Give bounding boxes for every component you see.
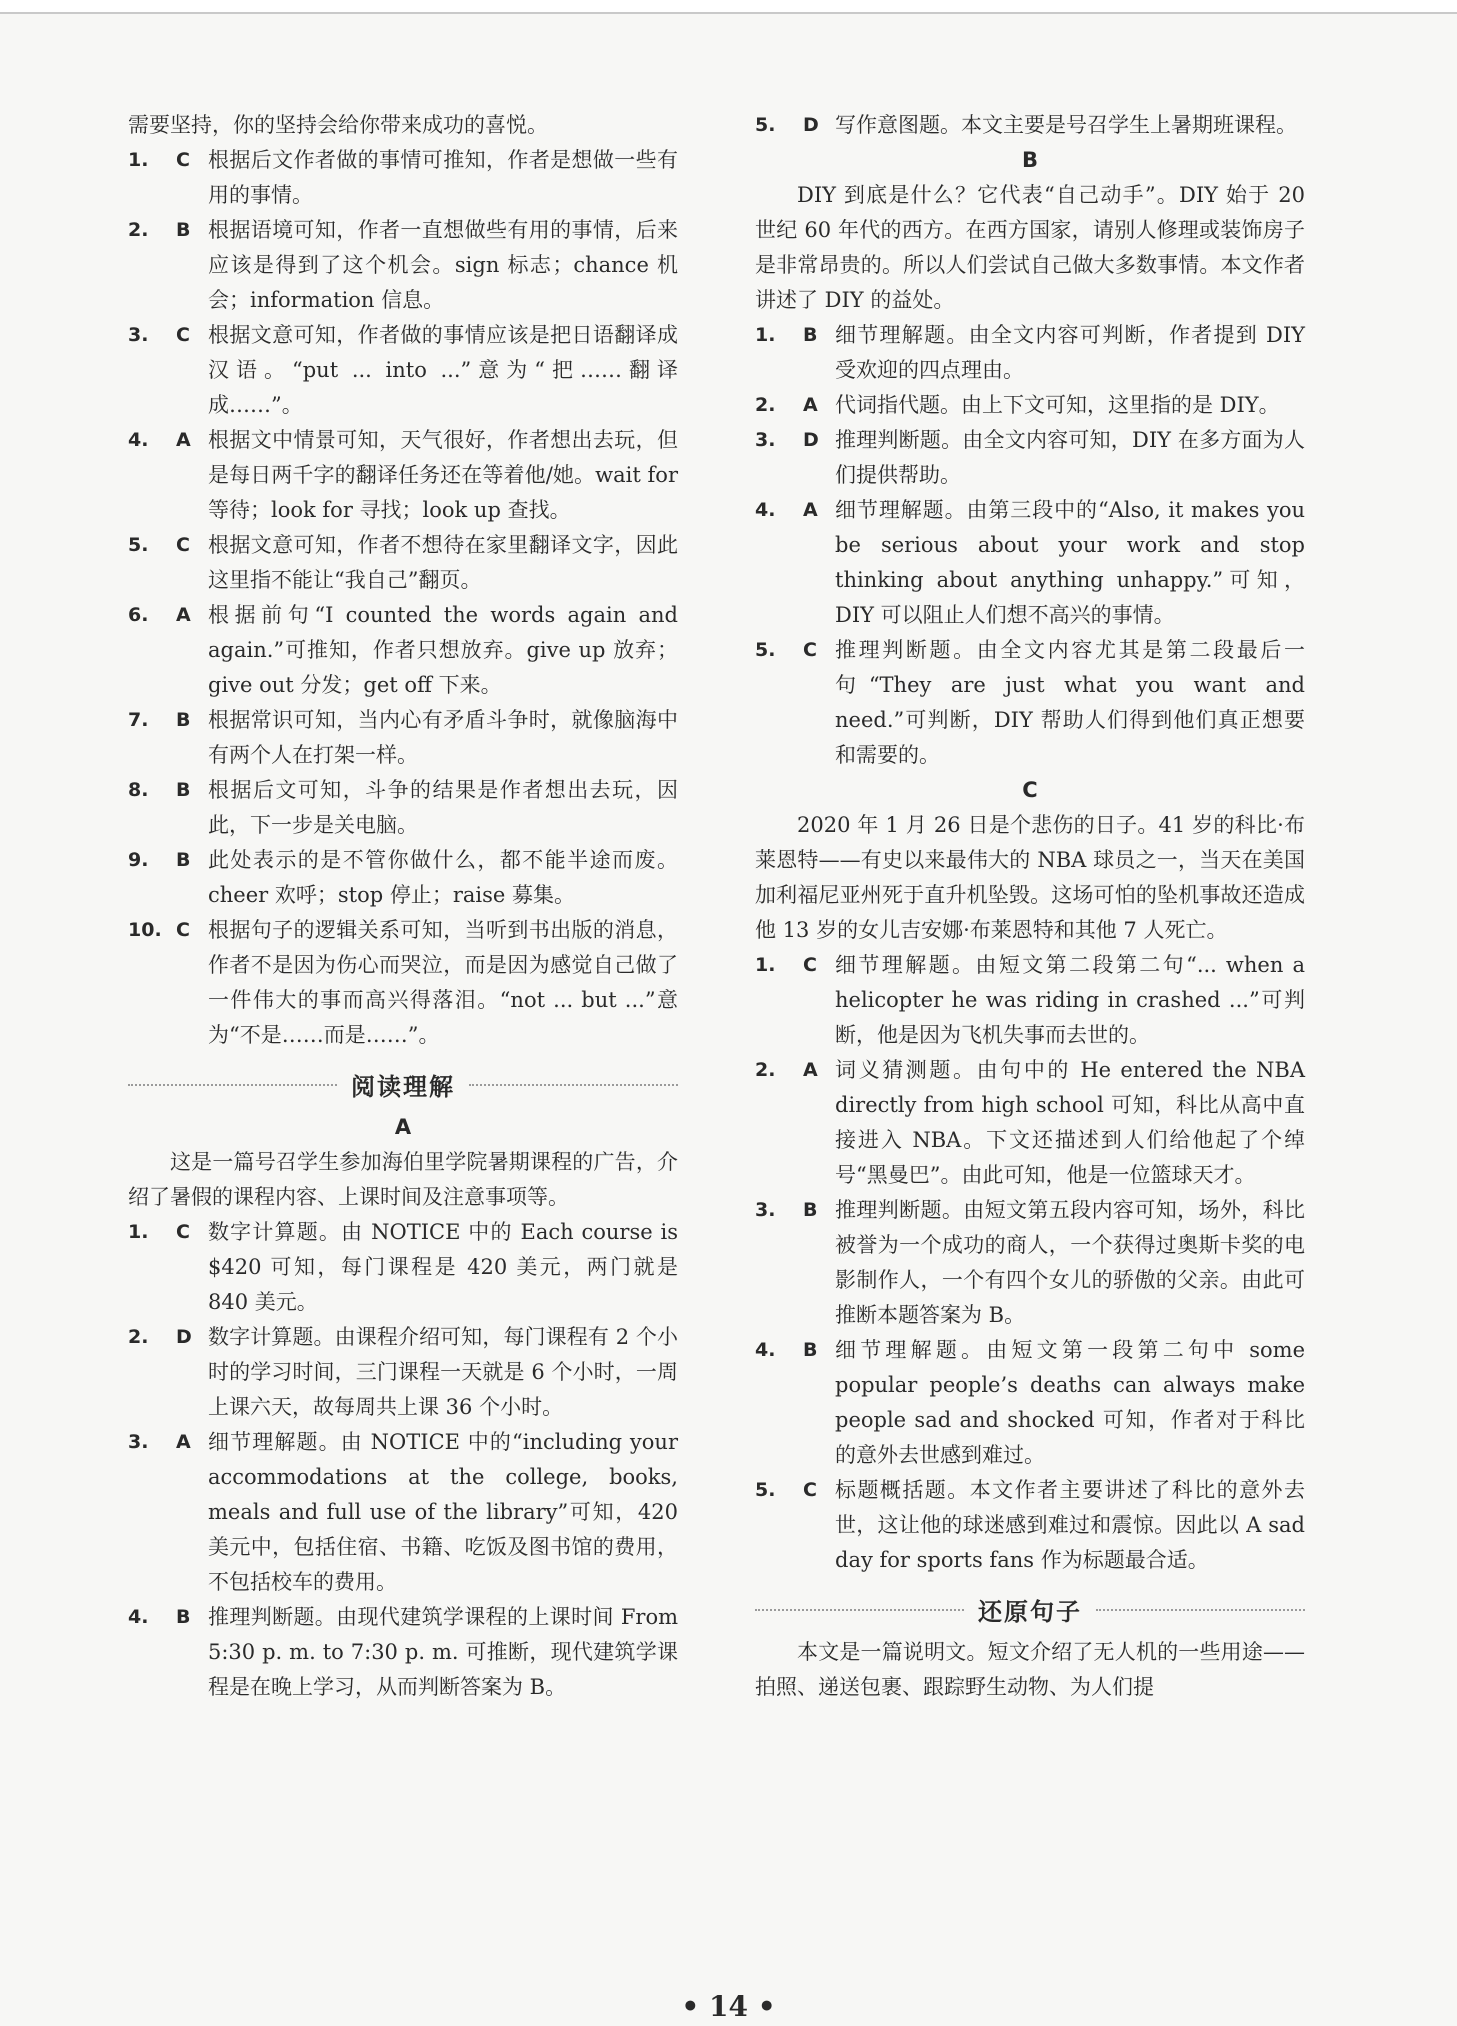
answer-item [755, 493, 1305, 633]
answer-item [128, 913, 678, 1053]
answer-item [128, 1320, 678, 1425]
answer-item [128, 213, 678, 318]
item-answer: A [803, 1059, 818, 1081]
item-answer: B [176, 219, 191, 241]
item-explanation: 数字计算题。由 NOTICE 中的 Each course is $420 可知，每门课程是 420 美元，两门就是 840 美元。 [208, 1220, 678, 1314]
item-explanation: 细节理解题。由全文内容可判断，作者提到 DIY 受欢迎的四点理由。 [835, 323, 1305, 382]
answer-item [755, 1193, 1305, 1333]
right-column [755, 108, 1305, 1705]
item-answer: B [176, 779, 191, 801]
item-answer: C [176, 1221, 190, 1243]
item-number: 3. [128, 1431, 149, 1453]
item-answer: D [176, 1326, 192, 1348]
section-header-reading [128, 1067, 678, 1102]
item-answer: B [803, 1199, 818, 1221]
item-number: 1. [128, 149, 149, 171]
passage-b-answer-list [755, 318, 1305, 773]
item-number: 5. [755, 639, 776, 661]
item-explanation: 推理判断题。由全文内容可知，DIY 在多方面为人们提供帮助。 [835, 428, 1305, 487]
cloze-answer-list [128, 143, 678, 1053]
item-explanation: 词义猜测题。由句中的 He entered the NBA directly from high school 可知，科比从高中直接进入 NBA。下文还描述到人们给他起了个绰号“黑曼巴”。由此可知，他是一位篮球天才。 [835, 1058, 1305, 1187]
top-edge [0, 0, 1457, 14]
answer-item [128, 528, 678, 598]
item-number: 5. [755, 114, 776, 136]
item-answer: B [803, 1339, 818, 1361]
item-answer: C [803, 639, 817, 661]
item-answer: C [803, 954, 817, 976]
answer-item [755, 388, 1305, 423]
item-number: 4. [755, 1339, 776, 1361]
item-number: 10. [128, 919, 162, 941]
item-number: 4. [128, 429, 149, 451]
item-explanation: 推理判断题。由全文内容尤其是第二段最后一句“They are just what you want and need.”可判断，DIY 帮助人们得到他们真正想要和需要的。 [835, 638, 1305, 767]
item-answer: A [803, 394, 818, 416]
passage-a-label: A [394, 1115, 412, 1139]
item-explanation: 根据常识可知，当内心有矛盾斗争时，就像脑海中有两个人在打架一样。 [208, 708, 678, 767]
passage-c-label: C [1022, 778, 1038, 802]
item-explanation: 根据前句“I counted the words again and again.”可推知，作者只想放弃。give up 放弃；give out 分发；get off 下来。 [208, 603, 678, 697]
item-number: 8. [128, 779, 149, 801]
item-explanation: 代词指代题。由上下文可知，这里指的是 DIY。 [835, 393, 1280, 417]
item-explanation: 数字计算题。由课程介绍可知，每门课程有 2 个小时的学习时间，三门课程一天就是 6 个小时，一周上课六天，故每周共上课 36 个小时。 [208, 1325, 678, 1419]
item-number: 2. [128, 1326, 149, 1348]
answer-item [755, 1473, 1305, 1578]
answer-item [128, 143, 678, 213]
cloze-intro: 需要坚持，你的坚持会给你带来成功的喜悦。 [128, 113, 548, 137]
passage-b-label: B [1021, 148, 1038, 172]
item-answer: B [176, 709, 191, 731]
divider [1096, 1609, 1305, 1611]
item-number: 3. [755, 429, 776, 451]
item-answer: D [803, 429, 819, 451]
item-explanation: 根据后文可知，斗争的结果是作者想出去玩，因此，下一步是关电脑。 [208, 778, 678, 837]
divider [469, 1084, 678, 1086]
item-answer: B [176, 849, 191, 871]
answer-item [755, 1053, 1305, 1193]
restore-intro: 本文是一篇说明文。短文介绍了无人机的一些用途——拍照、递送包裹、跟踪野生动物、为人们提 [755, 1640, 1305, 1699]
item-explanation: 根据后文作者做的事情可推知，作者是想做一些有用的事情。 [208, 148, 678, 207]
answer-item [128, 318, 678, 423]
item-explanation: 写作意图题。本文主要是号召学生上暑期班课程。 [835, 113, 1297, 137]
item-explanation: 根据句子的逻辑关系可知，当听到书出版的消息，作者不是因为伤心而哭泣，而是因为感觉自己做了一件伟大的事而高兴得落泪。“not ... but ...”意为“不是……而是……”。 [208, 918, 678, 1047]
item-explanation: 根据语境可知，作者一直想做些有用的事情，后来应该是得到了这个机会。sign 标志；chance 机会；information 信息。 [208, 218, 678, 312]
item-number: 1. [755, 324, 776, 346]
answer-item [755, 318, 1305, 388]
item-explanation: 推理判断题。由短文第五段内容可知，场外，科比被誉为一个成功的商人，一个获得过奥斯卡奖的电影制作人，一个有四个女儿的骄傲的父亲。由此可推断本题答案为 B。 [835, 1198, 1305, 1327]
answer-item [755, 1333, 1305, 1473]
answer-item [128, 1215, 678, 1320]
item-explanation: 根据文意可知，作者不想待在家里翻译文字，因此这里指不能让“我自己”翻页。 [208, 533, 678, 592]
item-number: 4. [128, 1606, 149, 1628]
item-answer: B [176, 1606, 191, 1628]
item-answer: C [803, 1479, 817, 1501]
item-number: 3. [128, 324, 149, 346]
item-explanation: 推理判断题。由现代建筑学课程的上课时间 From 5:30 p. m. to 7:30 p. m. 可推断，现代建筑学课程是在晚上学习，从而判断答案为 B。 [208, 1605, 678, 1699]
item-number: 7. [128, 709, 149, 731]
item-explanation: 根据文意可知，作者做的事情应该是把日语翻译成汉语。“put ... into ...”意为“把……翻译成……”。 [208, 323, 678, 417]
item-number: 2. [755, 1059, 776, 1081]
item-explanation: 根据文中情景可知，天气很好，作者想出去玩，但是每日两千字的翻译任务还在等着他/她。wait for 等待；look for 寻找；look up 查找。 [208, 428, 678, 522]
passage-a-intro: 这是一篇号召学生参加海伯里学院暑期课程的广告，介绍了暑假的课程内容、上课时间及注意事项等。 [128, 1150, 678, 1209]
item-explanation: 此处表示的是不管你做什么，都不能半途而废。cheer 欢呼；stop 停止；raise 募集。 [208, 848, 678, 907]
item-number: 9. [128, 849, 149, 871]
item-answer: C [176, 324, 190, 346]
item-number: 5. [755, 1479, 776, 1501]
passage-c-intro: 2020 年 1 月 26 日是个悲伤的日子。41 岁的科比·布莱恩特——有史以来最伟大的 NBA 球员之一，当天在美国加利福尼亚州死于直升机坠毁。这场可怕的坠机事故还造成他 13 岁的女儿吉安娜·布莱恩特和其他 7 人死亡。 [755, 813, 1305, 942]
answer-item [128, 1425, 678, 1600]
item-answer: A [176, 604, 191, 626]
section-title: 阅读理解 [351, 1073, 455, 1101]
answer-item [128, 843, 678, 913]
answer-item [128, 598, 678, 703]
item-answer: D [803, 114, 819, 136]
answer-item [755, 633, 1305, 773]
answer-item [755, 423, 1305, 493]
item-explanation: 细节理解题。由短文第二段第二句“... when a helicopter he was riding in crashed ...”可判断，他是因为飞机失事而去世的。 [835, 953, 1305, 1047]
answer-item [755, 108, 1305, 143]
item-answer: C [176, 149, 190, 171]
item-answer: C [176, 919, 190, 941]
item-number: 4. [755, 499, 776, 521]
item-explanation: 标题概括题。本文作者主要讲述了科比的意外去世，这让他的球迷感到难过和震惊。因此以 A sad day for sports fans 作为标题最合适。 [835, 1478, 1305, 1572]
answer-item [128, 1600, 678, 1705]
item-number: 2. [755, 394, 776, 416]
item-answer: B [803, 324, 818, 346]
passage-a-answer-list [128, 1215, 678, 1705]
item-number: 1. [755, 954, 776, 976]
item-number: 1. [128, 1221, 149, 1243]
passage-b-intro: DIY 到底是什么？它代表“自己动手”。DIY 始于 20 世纪 60 年代的西方。在西方国家，请别人修理或装饰房子是非常昂贵的。所以人们尝试自己做大多数事情。本文作者讲述了 DIY 的益处。 [755, 183, 1305, 312]
divider [128, 1084, 337, 1086]
item-number: 2. [128, 219, 149, 241]
item-explanation: 细节理解题。由 NOTICE 中的“including your accommodations at the college, books, meals and full use of the library”可知，420 美元中，包括住宿、书籍、吃饭及图书馆的费用，不包括校车的费用。 [208, 1430, 678, 1594]
item-answer: A [176, 1431, 191, 1453]
item-explanation: 细节理解题。由第三段中的“Also, it makes you be serious about your work and stop thinking about anything unhappy.”可知，DIY 可以阻止人们想不高兴的事情。 [835, 498, 1305, 627]
divider [755, 1609, 964, 1611]
item-answer: C [176, 534, 190, 556]
page-number: • 14 • [681, 1990, 776, 2023]
answer-item [128, 423, 678, 528]
left-column [128, 108, 678, 1705]
answer-item [128, 773, 678, 843]
passage-c-answer-list [755, 948, 1305, 1578]
item-number: 6. [128, 604, 149, 626]
item-number: 5. [128, 534, 149, 556]
item-explanation: 细节理解题。由短文第一段第二句中 some popular people’s deaths can always make people sad and shocked 可知，作者对于科比的意外去世感到难过。 [835, 1338, 1305, 1467]
item-answer: A [803, 499, 818, 521]
answer-item [755, 948, 1305, 1053]
answer-item [128, 703, 678, 773]
item-number: 3. [755, 1199, 776, 1221]
section-header-restore [755, 1592, 1305, 1627]
item-answer: A [176, 429, 191, 451]
section-title: 还原句子 [978, 1598, 1082, 1626]
